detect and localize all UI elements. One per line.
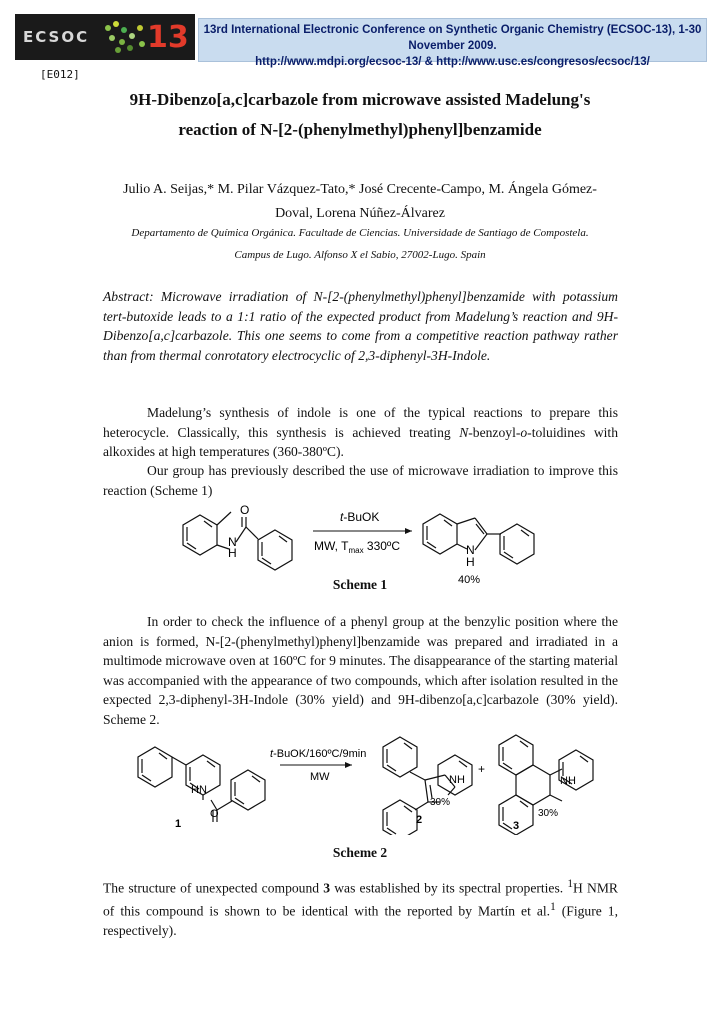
s2-arrowhead: [345, 762, 352, 768]
s2-oxygen-label: O: [210, 808, 219, 820]
s1-yield: 40%: [458, 574, 481, 586]
paragraph-experiment: In order to check the influence of a phenyl group at the benzylic position where the anion is formed, N-[2-(phenylmethyl)phenyl]benzamide was prepared and irradiated in a multimode microwave oven at 160ºC for 9 minutes. The disappearance of the starting material was accompanied with the appearance of two compounds, which after isolation resulted in the expected 2,3-diphenyl-3H-Indole (30% yield) and 9H-dibenzo[a,c]carbazole (30% yield). Scheme 2.: [103, 614, 618, 727]
authors-line-1: Julio A. Seijas,* M. Pilar Vázquez-Tato,* José Crecente-Campo, M. Ángela Gómez-: [123, 182, 597, 197]
s1-oxygen-label: O: [240, 503, 250, 517]
final-text-c: H NMR of this compound is shown to be identical with the reported by Martín et al.: [103, 880, 618, 919]
final-text-a: The structure of unexpected compound: [103, 880, 324, 896]
s1-indole-n: N: [466, 543, 475, 557]
compound-3-ref: 3: [323, 880, 331, 896]
para1-n: N: [459, 424, 469, 440]
scheme-1-caption: Scheme 1: [332, 577, 388, 592]
scheme-2: [0, 725, 720, 835]
abstract: Abstract: Microwave irradiation of N-[2-(phenylmethyl)phenyl]benzamide with potassium tert-butoxide leads to a 1:1 ratio of the expected product from Madelung’s reaction and 9H-Dibenzo[a,c]carbazole. This one seems to come from a competitive reaction pathway rather than from thermal conrotatory electrocyclic of 2,3-diphenyl-3H-Indole.: [103, 289, 618, 363]
authors-line-2: Doval, Lorena Núñez-Álvarez: [275, 206, 445, 221]
affiliation-line-1: Departamento de Química Orgánica. Facultade de Ciencias. Universidade de Santiago de Compostela.: [131, 227, 589, 239]
paragraph-microwave: Our group has previously described the use of microwave irradiation to improve this reaction (Scheme 1): [103, 463, 618, 498]
s1-arrowhead: [405, 528, 412, 534]
compound-number-1: 1: [175, 818, 182, 830]
s2-nh-label-2: NH: [449, 774, 465, 786]
logo-text: ECSOC: [23, 28, 90, 46]
s2-reagent: t-BuOK/160ºC/9min: [270, 748, 367, 760]
superscript-1: 1: [567, 878, 574, 890]
compound-number-2: 2: [416, 814, 423, 826]
para1-text-b: -benzoyl-: [468, 424, 521, 440]
s1-conditions: MW, $T_{max}$ 330ºC: [314, 539, 400, 555]
paragraph-structure: [103, 875, 618, 941]
final-text-d: (Figure 1, respectively).: [103, 903, 619, 939]
s2-hn-label: HN: [191, 784, 207, 796]
s2-mw: MW: [310, 771, 330, 783]
compound-2-structure: [383, 737, 472, 835]
s1-nitrogen-label: N: [228, 535, 237, 549]
title-line-2: reaction of N-[2-(phenylmethyl)phenyl]benzamide: [178, 120, 542, 139]
banner-conference-line: 13rd International Electronic Conference on Synthetic Organic Chemistry (ECSOC-13), 1-30 November 2009.: [203, 24, 702, 52]
s2-plus: +: [478, 762, 486, 776]
banner-url-line[interactable]: http://www.mdpi.org/ecsoc-13/ & http://www.usc.es/congresos/ecsoc/13/: [255, 56, 650, 68]
2-phenylindole-structure: [423, 514, 534, 564]
s1-hydrogen-label: H: [228, 546, 237, 560]
reference-1[interactable]: 1: [550, 901, 556, 914]
s1-indole-h: H: [466, 555, 475, 569]
toluidine-amide-structure: [183, 512, 292, 570]
final-text-b: was established by its spectral properties.: [330, 880, 568, 896]
title-line-1: 9H-Dibenzo[a,c]carbazole from microwave assisted Madelung's: [129, 90, 591, 109]
para1-text-a: Madelung’s synthesis of indole is one of the typical reactions to prepare this heterocycle. Classically, this synthesis is achieved treating: [103, 405, 618, 440]
banner-info-box: [198, 18, 707, 68]
s1-reagent: t-BuOK: [340, 510, 380, 524]
paper-code: [E012]: [40, 68, 80, 81]
s2-nh-label-3: NH: [560, 775, 576, 787]
molecule-logo-graphic: [100, 18, 150, 58]
s2-yield-3: 30%: [538, 808, 559, 819]
ecsoc-logo: [15, 14, 195, 60]
para1-o: o: [520, 424, 528, 440]
s2-yield-2: 30%: [430, 797, 451, 808]
logo-number: 13: [147, 20, 189, 55]
conference-banner: [15, 14, 705, 68]
para1-text-c: -toluidines with alkoxides at high temperatures (360-380ºC).: [103, 424, 619, 459]
scheme-2-caption: Scheme 2: [332, 845, 388, 860]
affiliation-line-2: Campus de Lugo. Alfonso X el Sabio, 27002-Lugo. Spain: [234, 249, 486, 261]
paragraph-madelung: [103, 403, 618, 462]
compound-number-3: 3: [513, 820, 520, 832]
